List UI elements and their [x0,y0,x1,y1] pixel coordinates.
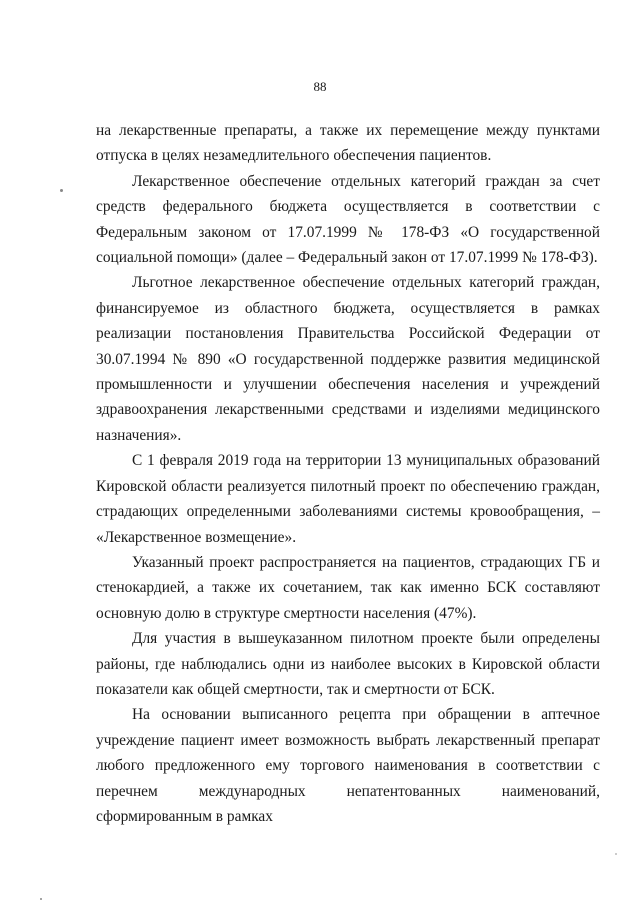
paragraph: С 1 февраля 2019 года на территории 13 муниципальных образований Кировской области реализуется пилотный проект по обеспечению граждан, страдающих определенными заболеваниями системы кровообращения, – «Лекарственное возмещение». [96,452,600,546]
scan-speck-mark [615,853,617,855]
scan-speck-mark [60,189,63,192]
paragraph: Указанный проект распространяется на пациентов, страдающих ГБ и стенокардией, а также их сочетанием, так как именно БСК составляют основную долю в структуре смертности населения (47%). [96,553,600,622]
paragraph-continuation: на лекарственные препараты, а также их перемещение между пунктами отпуска в целях незамедлительного обеспечения пациентов. [96,122,600,165]
body-text [96,118,600,829]
paragraph: Для участия в вышеуказанном пилотном проекте были определены районы, где наблюдались одни из наиболее высоких в Кировской области показатели как общей смертности, так и смертности от БСК. [96,630,600,698]
scan-speck-mark [40,898,42,900]
page-number: 88 [313,79,327,94]
paragraph: На основании выписанного рецепта при обращении в аптечное учреждение пациент имеет возможность выбрать лекарственный препарат любого предложенного ему торгового наименования в соответствии с перечнем международных непатентованных наименований, сформированным в рамках [96,706,600,825]
paragraph: Лекарственное обеспечение отдельных категорий граждан за счет средств федерального бюджета осуществляется в соответствии с Федеральным законом от 17.07.1999 № 178-ФЗ «О государственной социальной помощи» (далее – Федеральный закон от 17.07.1999 № 178-ФЗ). [96,172,600,267]
paragraph: Льготное лекарственное обеспечение отдельных категорий граждан, финансируемое из областного бюджета, осуществляется в рамках реализации постановления Правительства Российской Федерации от 30.07.1994 № 890 «О государственной поддержке развития медицинской промышленности и улучшении обеспечения населения и учреждений здравоохранения лекарственными средствами и изделиями медицинского назначения». [96,274,600,444]
